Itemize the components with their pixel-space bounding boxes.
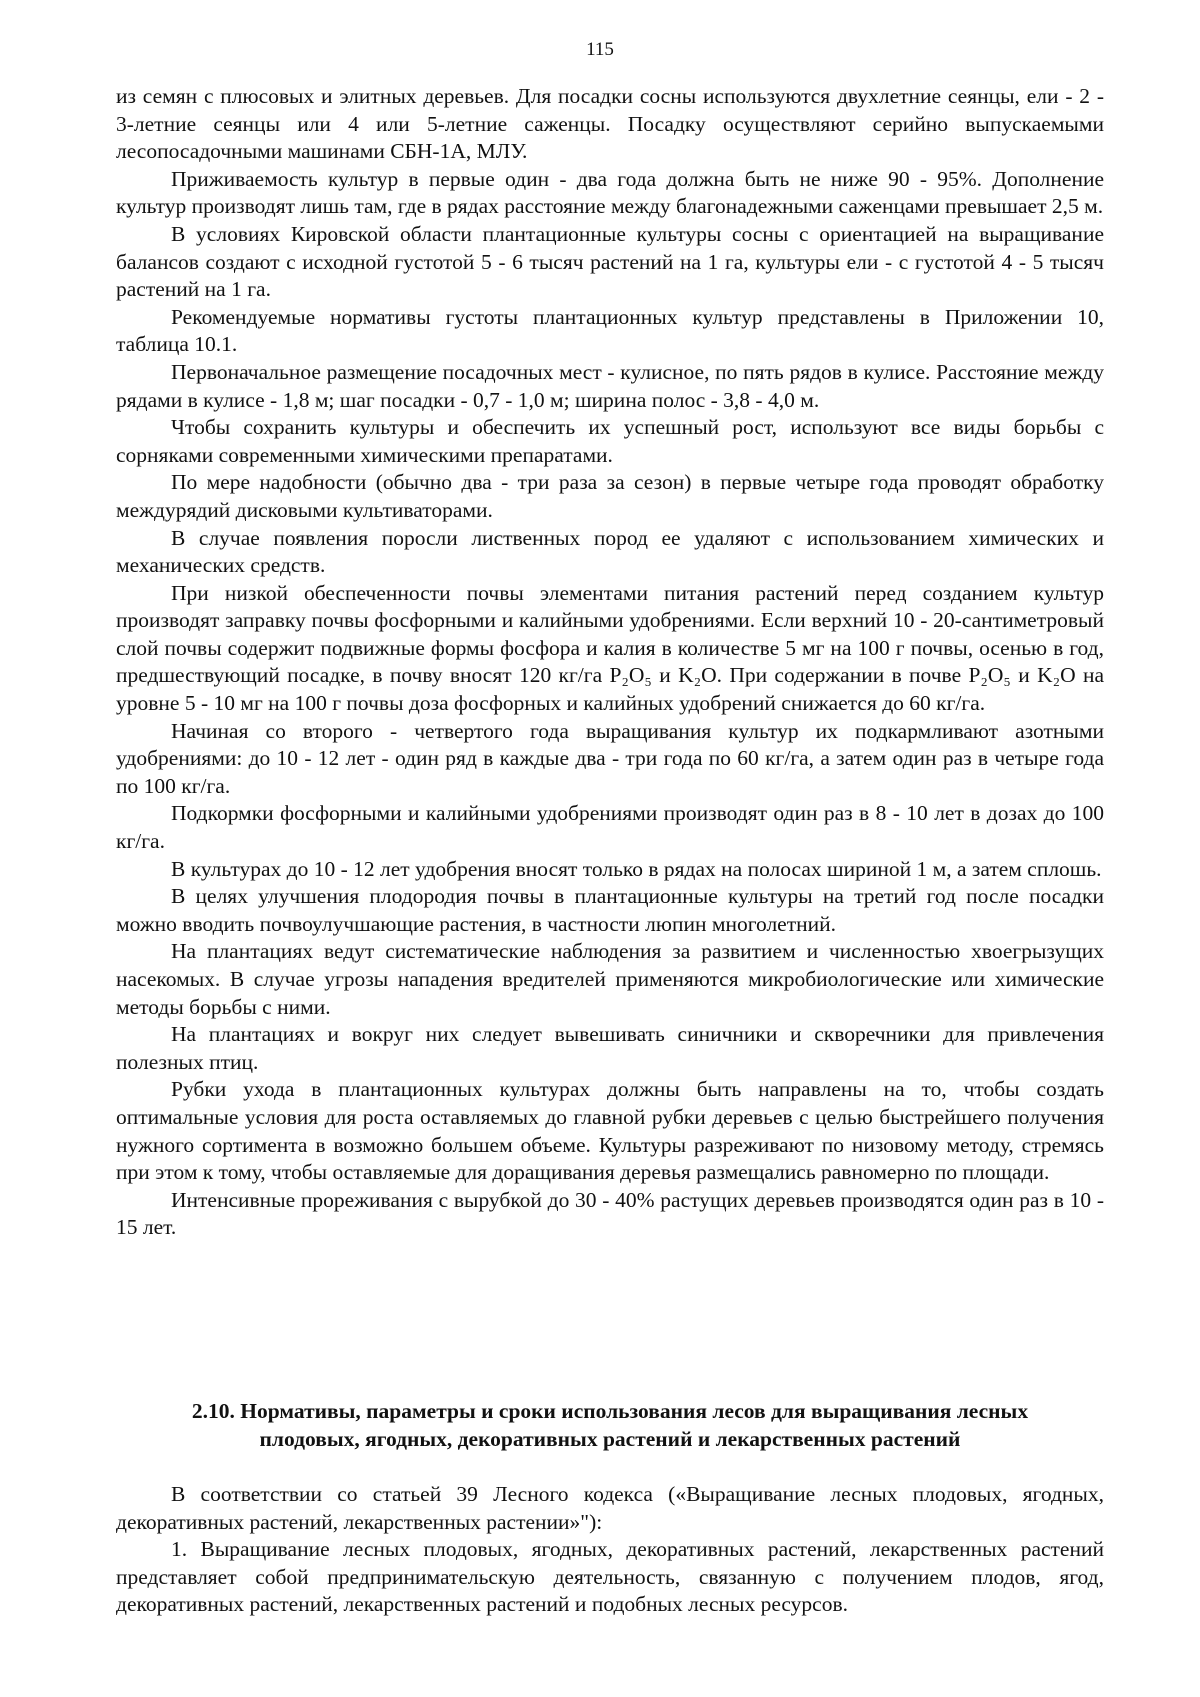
page-number: 115 xyxy=(586,39,614,60)
paragraph: Начиная со второго - четвертого года выращивания культур их подкармливают азотными удобрениями: до 10 - 12 лет - один ряд в каждые два - три года по 60 кг/га, а затем один раз в четыре года по 100 кг/га. xyxy=(116,718,1104,798)
paragraph: В целях улучшения плодородия почвы в плантационные культуры на третий год после посадки можно вводить почвоулучшающие растения, в частности люпин многолетний. xyxy=(116,884,1104,936)
paragraph: Интенсивные прореживания с вырубкой до 30 - 40% растущих деревьев производятся один раз в 10 - 15 лет. xyxy=(116,1187,1104,1240)
paragraph: На плантациях и вокруг них следует вывешивать синичники и скворечники для привлечения полезных птиц. xyxy=(116,1022,1104,1074)
paragraph: из семян с плюсовых и элитных деревьев. Для посадки сосны используются двухлетние сеянцы, ели - 2 - 3-летние сеянцы или 4 или 5-летние саженцы. Посадку осуществляют серийно выпускаемыми лесопосадочными машинами СБН-1А, МЛУ. xyxy=(116,84,1104,164)
paragraph: Подкормки фосфорными и калийными удобрениями производят один раз в 8 - 10 лет в дозах до 100 кг/га. xyxy=(116,801,1104,854)
paragraph: На плантациях ведут систематические наблюдения за развитием и численностью хвоегрызущих насекомых. В случае угрозы нападения вредителей применяются микробиологические или химические методы борьбы с ними. xyxy=(116,939,1104,1019)
paragraph: Чтобы сохранить культуры и обеспечить их успешный рост, используют все виды борьбы с сорняками современными химическими препаратами. xyxy=(116,415,1104,467)
paragraph: В условиях Кировской области плантационные культуры сосны с ориентацией на выращивание балансов создают с исходной густотой 5 - 6 тысяч растений на 1 га, культуры ели - с густотой 4 - 5 тысяч растений на 1 га. xyxy=(116,221,1104,302)
paragraph: В соответствии со статьей 39 Лесного кодекса («Выращивание лесных плодовых, ягодных, декоративных растений, лекарственных растении»"): xyxy=(116,1482,1104,1534)
paragraph: 1. Выращивание лесных плодовых, ягодных, декоративных растений, лекарственных растений представляет собой предпринимательскую деятельность, связанную с получением плодов, ягод, декоративных растений, лекарственных растений и подобных лесных ресурсов. xyxy=(116,1537,1104,1617)
paragraph: В случае появления поросли лиственных пород ее удаляют с использованием химических и механических средств. xyxy=(116,525,1104,578)
paragraph: Приживаемость культур в первые один - два года должна быть не ниже 90 - 95%. Дополнение культур производят лишь там, где в рядах расстояние между благонадежными саженцами превышает 2,5 м. xyxy=(116,166,1104,219)
paragraph: По мере надобности (обычно два - три раза за сезон) в первые четыре года проводят обработку междурядий дисковыми культиваторами. xyxy=(116,470,1104,522)
body-text xyxy=(116,83,1104,1242)
paragraph: Первоначальное размещение посадочных мест - кулисное, по пять рядов в кулисе. Расстояние между рядами в кулисе - 1,8 м; шаг посадки - 0,7 - 1,0 м; ширина полос - 3,8 - 4,0 м. xyxy=(116,359,1104,412)
section-2-10 xyxy=(116,1397,1104,1619)
section-heading: 2.10. Нормативы, параметры и сроки использования лесов для выращивания лесных плодовых, ягодных, декоративных растений и лекарственных растений xyxy=(191,1399,1029,1451)
paragraph: Рекомендуемые нормативы густоты плантационных культур представлены в Приложении 10, таблица 10.1. xyxy=(116,304,1104,357)
paragraph: Рубки ухода в плантационных культурах должны быть направлены на то, чтобы создать оптимальные условия для роста оставляемых до главной рубки деревьев с целью быстрейшего получения нужного сортимента в возможно большем объеме. Культуры разреживают по низовому методу, стремясь при этом к тому, чтобы оставляемые для доращивания деревья размещались равномерно по площади. xyxy=(116,1077,1104,1185)
paragraph: В культурах до 10 - 12 лет удобрения вносят только в рядах на полосах шириной 1 м, а затем сплошь. xyxy=(171,856,1102,881)
paragraph: При низкой обеспеченности почвы элементами питания растений перед созданием культур производят заправку почвы фосфорными и калийными удобрениями. Если верхний 10 - 20-сантиметровый слой почвы содержит подвижные формы фосфора и калия в количестве 5 мг на 100 г почвы, осенью в год, предшествующий посадке, в почву вносят 120 кг/га P₂O₅ и K₂O. При содержании в почве P₂O₅ и K₂O на уровне 5 - 10 мг на 100 г почвы доза фосфорных и калийных удобрений снижается до 60 кг/га. xyxy=(116,580,1104,716)
